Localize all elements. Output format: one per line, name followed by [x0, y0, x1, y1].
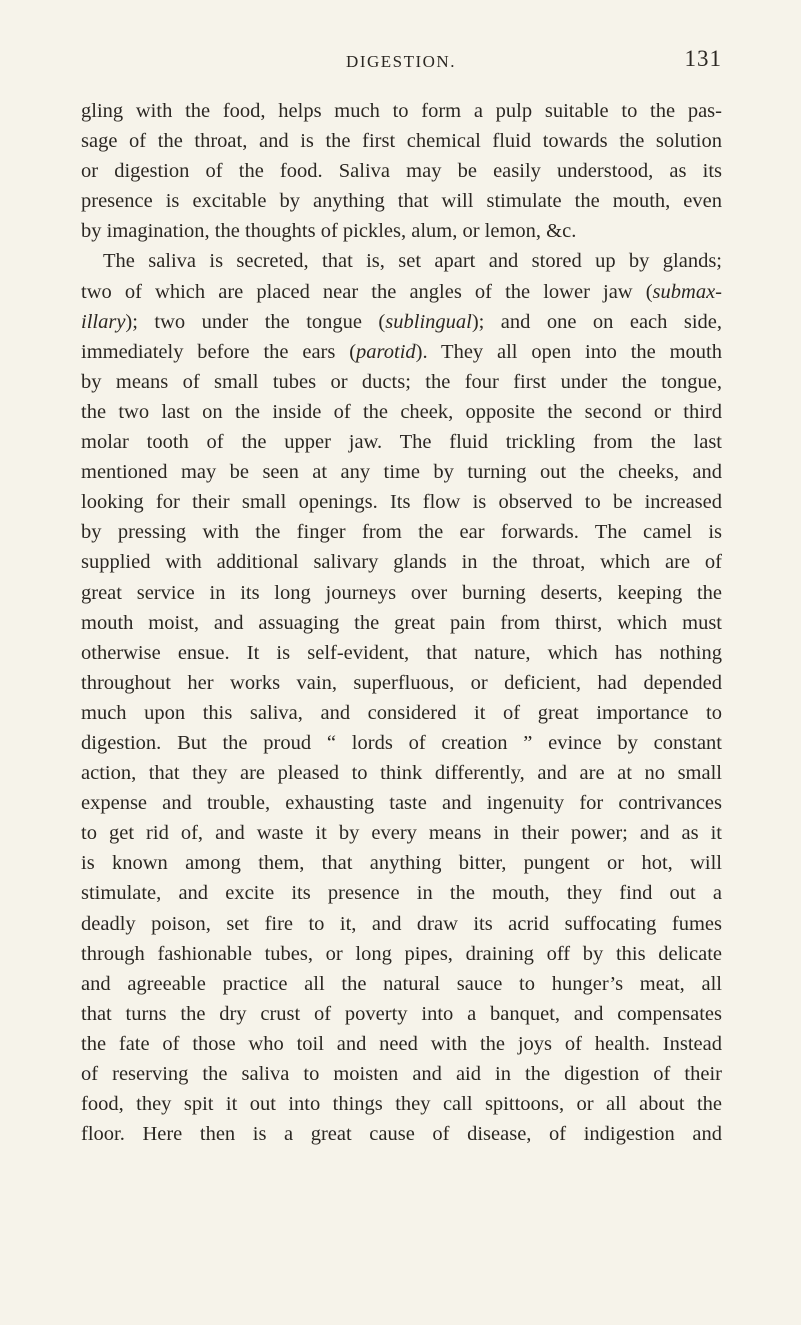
text-line: the fate of those who toil and need with the joys of health. Instead [81, 1032, 722, 1055]
text-line: mouth moist, and assuaging the great pain from thirst, which must [81, 611, 722, 634]
text-line: stimulate, and excite its presence in the mouth, they find out a [81, 882, 722, 905]
text-line: action, that they are pleased to think differently, and are at no small [81, 762, 722, 785]
text-line [81, 337, 722, 367]
text-line: sage of the throat, and is the first chemical fluid towards the solution [81, 130, 722, 153]
text-line: to get rid of, and waste it by every means in their power; and as it [81, 822, 722, 845]
text-line: is known among them, that anything bitter, pungent or hot, will [81, 852, 722, 875]
italic-term: illary [81, 310, 126, 333]
italic-term: parotid [356, 340, 416, 363]
italic-term: sublingual [385, 310, 472, 333]
text-line: the two last on the inside of the cheek, opposite the second or third [81, 400, 722, 423]
text-line: much upon this saliva, and considered it of great importance to [81, 701, 722, 724]
text-line [81, 307, 722, 337]
text-line: through fashionable tubes, or long pipes, draining off by this delicate [81, 942, 722, 965]
text-run: two of which are placed near the angles of the lower jaw ( [81, 280, 653, 303]
text-line: by imagination, the thoughts of pickles, alum, or lemon, &c. [81, 220, 577, 243]
text-line: by pressing with the finger from the ear forwards. The camel is [81, 521, 722, 544]
text-run: ); and one on each side, [471, 310, 722, 333]
body-text [81, 96, 722, 1149]
text-line: floor. Here then is a great cause of disease, of indigestion and [81, 1123, 722, 1146]
text-line: deadly poison, set fire to it, and draw its acrid suffocating fumes [81, 912, 722, 935]
text-line: great service in its long journeys over burning deserts, keeping the [81, 581, 722, 604]
running-title: DIGESTION. [346, 52, 456, 71]
text-line: and agreeable practice all the natural sauce to hunger’s meat, all [81, 972, 722, 995]
running-head [80, 44, 722, 78]
page-number: 131 [684, 46, 722, 71]
text-line: supplied with additional salivary glands in the throat, which are of [81, 551, 722, 574]
text-line: that turns the dry crust of poverty into a banquet, and compensates [81, 1002, 722, 1025]
italic-term: submax- [652, 280, 722, 303]
text-line: mentioned may be seen at any time by turning out the cheeks, and [81, 461, 722, 484]
text-line: by means of small tubes or ducts; the four first under the tongue, [81, 370, 722, 393]
text-line: presence is excitable by anything that will stimulate the mouth, even [81, 190, 722, 213]
text-line: digestion. But the proud “ lords of creation ” evince by constant [81, 731, 722, 754]
text-line: looking for their small openings. Its flow is observed to be increased [81, 491, 722, 514]
text-line: of reserving the saliva to moisten and aid in the digestion of their [81, 1063, 722, 1085]
text-line [81, 246, 722, 276]
text-run: ); two under the tongue ( [125, 310, 386, 333]
text-line [81, 277, 722, 307]
text-line: otherwise ensue. It is self-evident, that nature, which has nothing [81, 641, 722, 664]
text-line: expense and trouble, exhausting taste and ingenuity for contrivances [81, 792, 722, 815]
text-run: The saliva is secreted, that is, set apart and stored up by glands; [103, 250, 722, 273]
text-line: molar tooth of the upper jaw. The fluid trickling from the last [81, 431, 722, 454]
text-line: or digestion of the food. Saliva may be easily understood, as its [81, 160, 722, 183]
text-line: gling with the food, helps much to form a pulp suitable to the pas- [81, 100, 722, 122]
text-line: food, they spit it out into things they call spittoons, or all about the [81, 1093, 722, 1116]
text-run: immediately before the ears ( [81, 340, 357, 363]
text-run: ). They all open into the mouth [415, 340, 722, 363]
text-line: throughout her works vain, superfluous, or deficient, had depended [81, 671, 722, 694]
